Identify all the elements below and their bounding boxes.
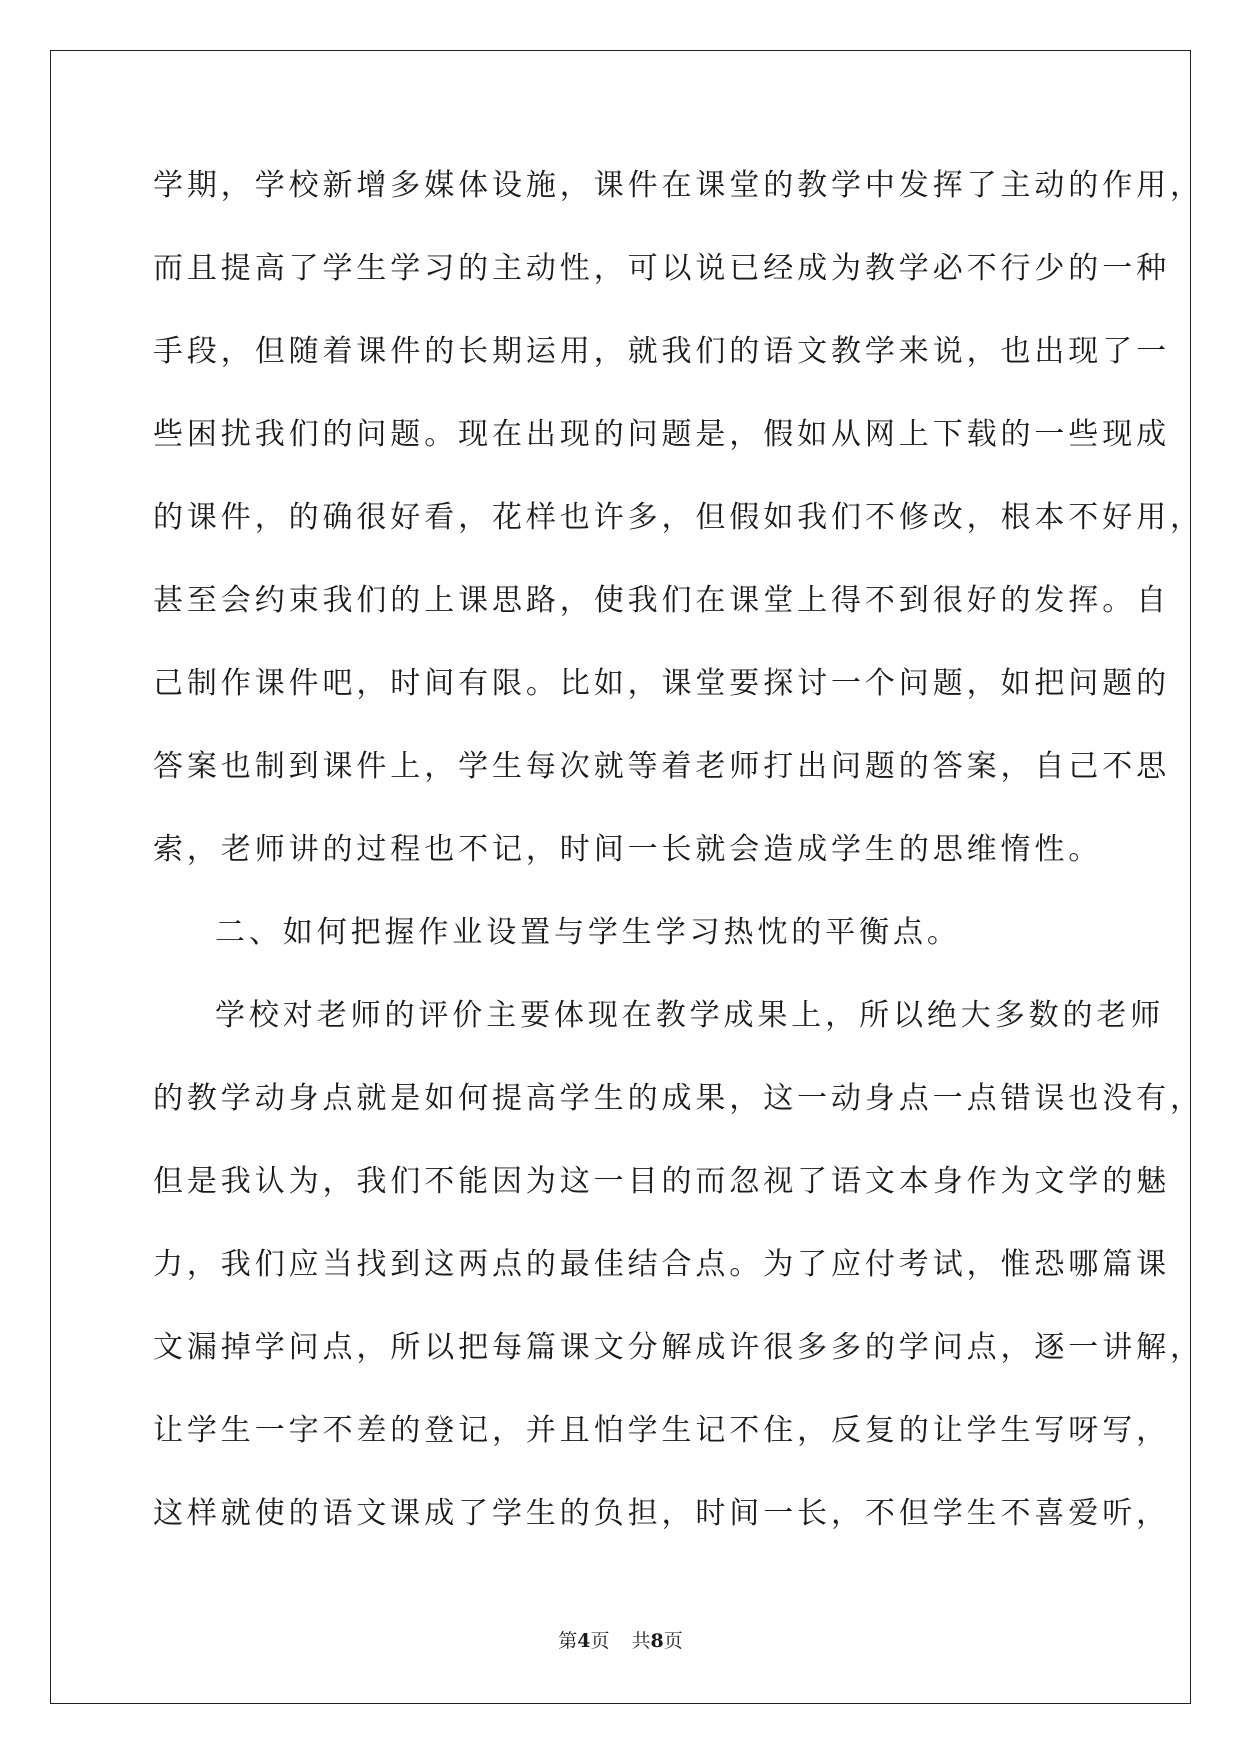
footer-total-prefix: 共 xyxy=(631,1630,651,1652)
text-line: 而且提高了学生学习的主动性，可以说已经成为教学必不行少的一种 xyxy=(153,251,1170,286)
footer-total-unit: 页 xyxy=(663,1630,683,1652)
footer-page-prefix: 第 xyxy=(558,1630,578,1652)
text-line: 己制作课件吧，时间有限。比如，课堂要探讨一个问题，如把问题的 xyxy=(153,666,1170,701)
text-line: 这样就使的语文课成了学生的负担，时间一长，不但学生不喜爱听， xyxy=(153,1496,1170,1531)
text-line: 学校对老师的评价主要体现在教学成果上，所以绝大多数的老师 xyxy=(215,998,1165,1033)
footer-page-unit: 页 xyxy=(590,1630,610,1652)
text-line: 的课件，的确很好看，花样也许多，但假如我们不修改，根本不好用， xyxy=(153,500,1204,535)
text-line: 学期，学校新增多媒体设施，课件在课堂的教学中发挥了主动的作用， xyxy=(153,168,1204,203)
text-line: 答案也制到课件上，学生每次就等着老师打出问题的答案，自己不思 xyxy=(153,749,1170,784)
page-footer xyxy=(0,1629,1241,1653)
footer-total-pages: 8 xyxy=(650,1630,664,1652)
text-line: 力，我们应当找到这两点的最佳结合点。为了应付考试，惟恐哪篇课 xyxy=(153,1247,1170,1282)
footer-current-page: 4 xyxy=(577,1630,591,1652)
text-line: 索，老师讲的过程也不记，时间一长就会造成学生的思维惰性。 xyxy=(153,832,1103,867)
text-line: 的教学动身点就是如何提高学生的成果，这一动身点一点错误也没有， xyxy=(153,1081,1204,1116)
text-line: 文漏掉学问点，所以把每篇课文分解成许很多多的学问点，逐一讲解， xyxy=(153,1330,1204,1365)
text-line: 让学生一字不差的登记，并且怕学生记不住，反复的让学生写呀写， xyxy=(153,1413,1170,1448)
text-line: 些困扰我们的问题。现在出现的问题是，假如从网上下载的一些现成 xyxy=(153,417,1170,452)
text-line: 但是我认为，我们不能因为这一目的而忽视了语文本身作为文学的魅 xyxy=(153,1164,1170,1199)
text-line: 手段，但随着课件的长期运用，就我们的语文教学来说，也出现了一 xyxy=(153,334,1170,369)
text-line: 二、如何把握作业设置与学生学习热忱的平衡点。 xyxy=(215,915,961,950)
text-line: 甚至会约束我们的上课思路，使我们在课堂上得不到很好的发挥。自 xyxy=(153,583,1170,618)
document-body xyxy=(153,156,1204,1567)
